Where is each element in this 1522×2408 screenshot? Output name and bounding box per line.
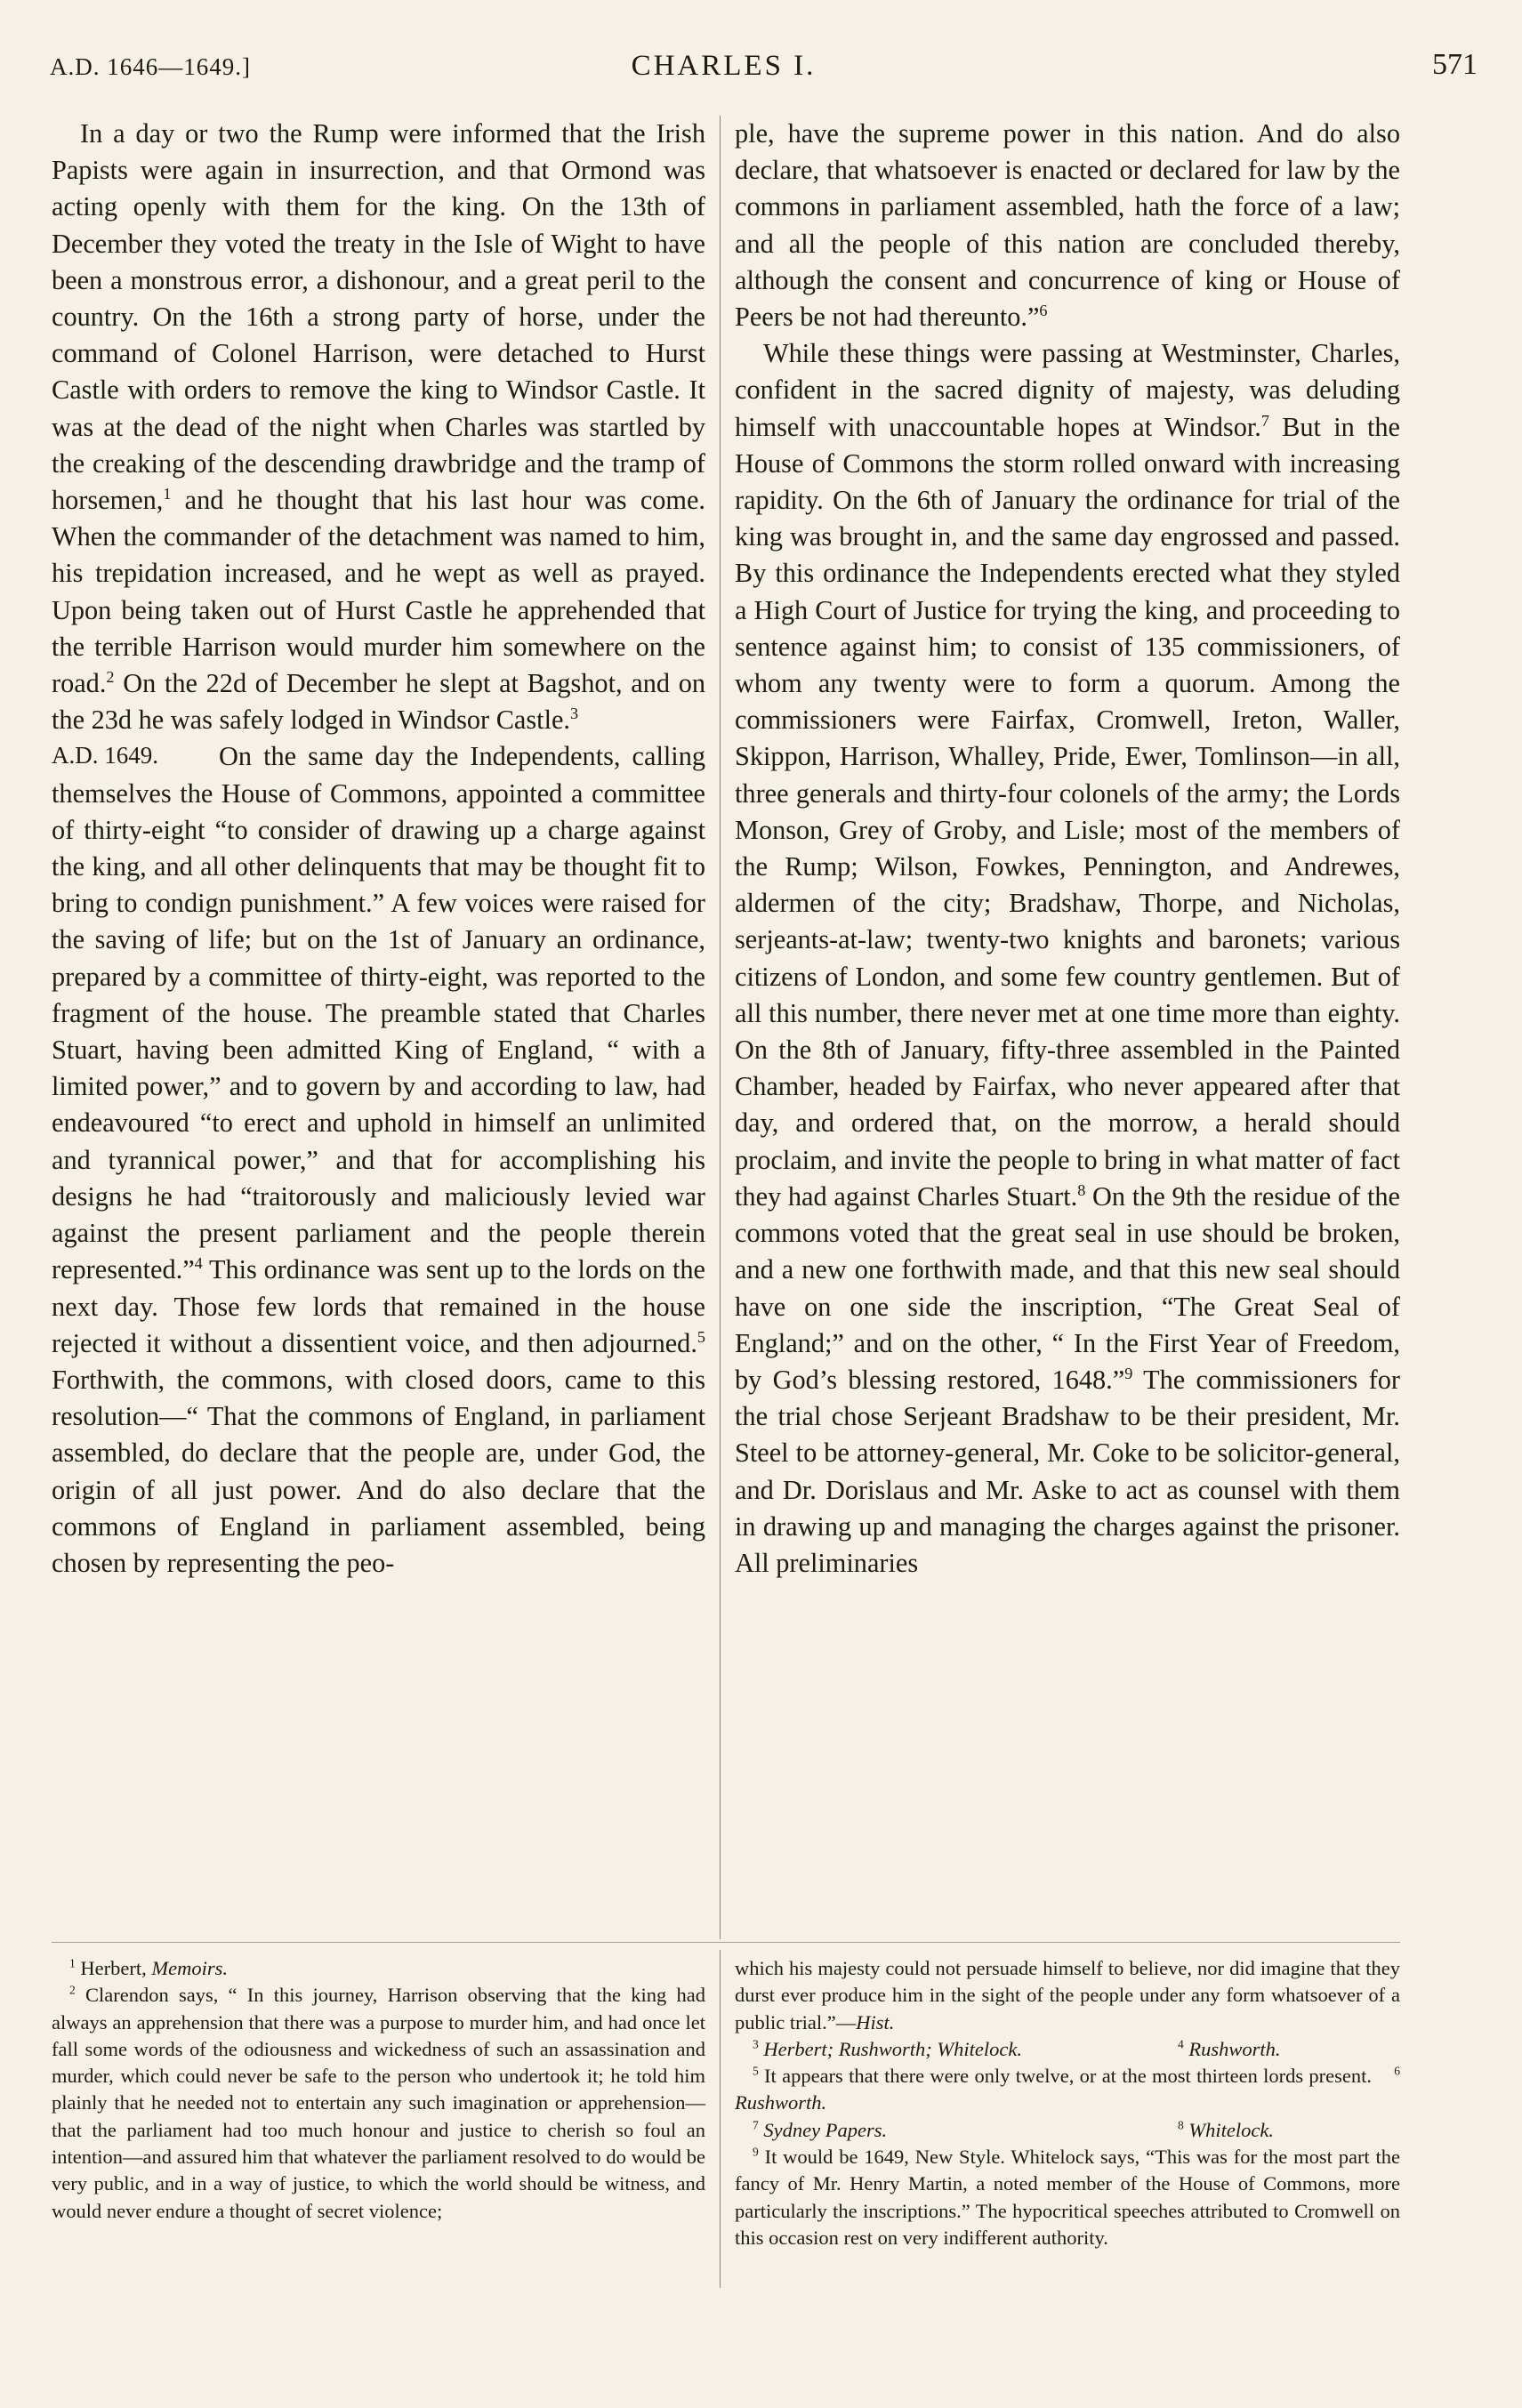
footnote-ref: 8 — [1077, 1180, 1086, 1199]
running-head — [50, 46, 1478, 91]
running-head-date-range: A.D. 1646—1649.] — [50, 53, 251, 80]
footnote-ref: 2 — [106, 667, 115, 686]
footnote-row — [735, 2117, 1400, 2144]
paragraph: In a day or two the Rump were informed that the Irish Papists were again in insurrection, and that Ormond was acting openly with them for the king. On the 13th of December they voted the treaty in the Isle of Wight to have been a monstrous error, a dishonour, and a great peril to the country. On the 16th a strong party of horse, under the command of Colonel Harrison, were detached to Hurst Castle with orders to remove the king to Windsor Castle. It was at the dead of the night when Charles was startled by the creaking of the descending drawbridge and the tramp of horsemen,$^1$ and he thought that his last hour was come. When the commander of the detachment was named to him, his trepidation increased, and he wept as well as prayed. Upon being taken out of Hurst Castle he apprehended that the terrible Harrison would murder him somewhere on the road.$^2$ On the 22d of December he slept at Bagshot, and on the 23d he was safely lodged in Windsor Castle.$^3$ — [52, 118, 705, 736]
footnote-rule — [52, 1942, 1400, 1943]
paragraph: While these things were passing at Westminster, Charles, confident in the sacred dignity of majesty, was deluding himself with unaccountable hopes at Windsor.$^7$ But in the House of Commons the storm rolled onward with increasing rapidity. On the 6th of January the ordinance for trial of the king was brought in, and the same day engrossed and passed. By this ordinance the Independents erected what they styled a High Court of Justice for trying the king, and proceeding to sentence against him; to consist of 135 commissioners, of whom any twenty were to form a quorum. Among the commissioners were Fairfax, Cromwell, Ireton, Waller, Skippon, Harrison, Whalley, Pride, Ewer, Tomlinson—in all, three generals and thirty-four colonels of the army; the Lords Monson, Grey of Groby, and Lisle; most of the members of the Rump; Wilson, Fowkes, Pennington, and Andrewes, aldermen of the city; Bradshaw, Thorpe, and Nicholas, serjeants-at-law; twenty-two knights and baronets; various citizens of London, and some few country gentlemen. But of all this number, there never met at one time more than eighty. On the 8th of January, fifty-three assembled in the Painted Chamber, headed by Fairfax, who never appeared after that day, and ordered that, on the morrow, a herald should proclaim, and invite the people to bring in what matter of fact they had against Charles Stuart.$^8$ On the 9th the residue of the commons voted that the great seal in use should be broken, and a new one forthwith made, and that this new seal should have on one side the inscription, “The Great Seal of England;” and on the other, “ In the First Year of Freedom, by God’s blessing restored, 1648.”$^9$ The commissioners for the trial chose Serjeant Bradshaw to be their president, Mr. Steel to be attorney-general, Mr. Coke to be solicitor-general, and Dr. Dorislaus and Mr. Aske to act as counsel with them in drawing up and managing the charges against the prisoner. All preliminaries — [735, 338, 1401, 1578]
footnote-row — [735, 2036, 1400, 2063]
footnote-ref: 3 — [570, 705, 579, 723]
footnote-column-divider — [720, 1950, 721, 2288]
left-column — [52, 116, 705, 1582]
footnote-2: $^2$ Clarendon says, “ In this journey, Harrison observing that the king had always an apprehension that there was a purpose to murder him, and had once let fall some words of the odiousness and wickedness of such an assassination and murder, which could never be safe to the person who undertook it; he told him plainly that he needed not to entertain any such imagination or apprehension—that the parliament had too much honour and justice to cherish so foul an intention—and assured him that whatever the parliament resolved to do would be very public, and in a way of justice, to which the world should be witness, and would never endure a thought of secret violence; — [52, 1983, 705, 2222]
footnote-ref: 4 — [194, 1254, 203, 1273]
footnote-ref: 5 — [697, 1327, 705, 1346]
footnote-8: $^8$ Whitelock. — [1178, 2118, 1274, 2141]
footnote-ref: 1 — [163, 484, 172, 503]
footnote-ref: 7 — [1260, 411, 1269, 430]
footnote-ref: 6 — [1039, 301, 1048, 319]
footnotes-left — [52, 1955, 705, 2225]
right-column — [735, 116, 1400, 1582]
footnote-7: $^7$ Sydney Papers. — [753, 2118, 888, 2141]
paragraph: ple, have the supreme power in this nation. And do also declare, that whatsoever is enacted or declared for law by the commons in parliament assembled, hath the force of a law; and all the people of this nation are concluded thereby, although the consent and concurrence of king or House of Peers be not had thereunto.”$^6$ — [735, 118, 1400, 333]
footnote-9: $^9$ It would be 1649, New Style. Whitelock says, “This was for the most part the fancy of Mr. Henry Martin, a noted member of the House of Commons, more particularly the inscriptions.” The hypocritical speeches attributed to Cromwell on this occasion rest on very indifferent authority. — [735, 2145, 1400, 2249]
footnote-3: $^3$ Herbert; Rushworth; Whitelock. — [753, 2037, 1022, 2060]
paragraph: A.D. 1649. On the same day the Independents, calling themselves the House of Commons, appointed a committee of thirty-eight “to consider of drawing up a charge against the king, and all other delinquents that may be thought fit to bring to condign punishment.” A few voices were raised for the saving of life; but on the 1st of January an ordinance, prepared by a committee of thirty-eight, was reported to the fragment of the house. The preamble stated that Charles Stuart, having been admitted King of England, “ with a limited power,” and to govern by and according to law, had endeavoured “to erect and uphold in himself an unlimited and tyrannical power,” and that for accomplishing his designs he had “traitorously and maliciously levied war against the present parliament and the people therein represented.”$^4$ This ordinance was sent up to the lords on the next day. Those few lords that remained in the house rejected it without a dissentient voice, and then adjourned.$^5$ Forthwith, the commons, with closed doors, came to this resolution—“ That the commons of England, in parliament assembled, do declare that the people are, under God, the origin of all just power. And do also declare that the commons of England in parliament assembled, being chosen by representing the peo- — [52, 741, 705, 1578]
footnote-4: $^4$ Rushworth. — [1178, 2037, 1281, 2060]
footnote-2-continued: which his majesty could not persuade himself to believe, nor did imagine that they durst ever produce him in the sight of the people under any form whatsoever of a public trial.”—Hist. — [735, 1957, 1400, 2034]
footnote-ref: 9 — [1124, 1364, 1133, 1382]
running-head-title: CHARLES I. — [631, 50, 817, 82]
page-number: 571 — [1432, 48, 1478, 81]
footnote-5: $^5$ It appears that there were only twelve, or at the most thirteen lords present. $^6$ Rushworth. — [735, 2064, 1400, 2114]
footnote-1: $^1$ Herbert, Memoirs. — [69, 1956, 228, 1979]
column-divider — [720, 116, 721, 1939]
footnotes-right — [735, 1955, 1400, 2251]
margin-date-note: A.D. 1649. — [52, 742, 158, 769]
